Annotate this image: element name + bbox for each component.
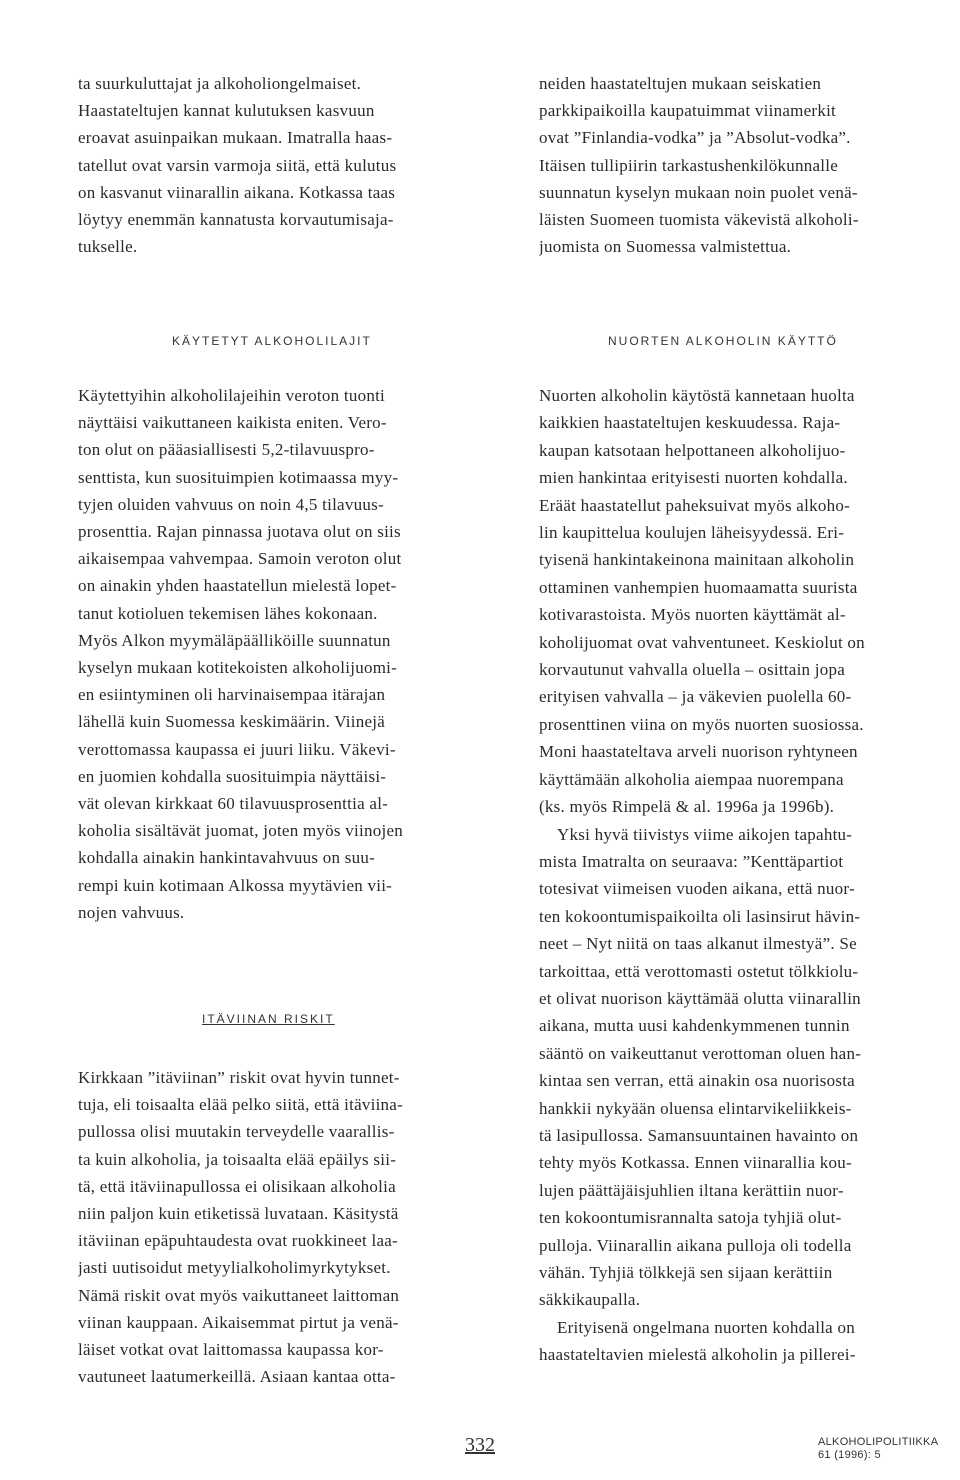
text-line: sääntö on vaikeuttanut verottoman oluen han- — [539, 1043, 862, 1063]
text-line: nojen vahvuus. — [78, 902, 185, 922]
text-line: tukselle. — [78, 237, 138, 257]
text-line: eroavat asuinpaikan mukaan. Imatralla haas- — [78, 128, 393, 148]
text-line: Kirkkaan ”itäviinan” riskit ovat hyvin tunnet- — [78, 1068, 400, 1087]
text-line: käyttämään alkoholia aiempaa nuorempana — [539, 769, 844, 789]
heading-nuorten-alkoholin-kaytto: NUORTEN ALKOHOLIN KÄYTTÖ — [608, 334, 838, 348]
text-line: mista Imatralta on seuraava: ”Kenttäpartiot — [539, 851, 844, 871]
text-line: löytyy enemmän kannatusta korvautumisaja- — [78, 210, 394, 230]
text-line: niin paljon kuin etiketissä luvataan. Käsitystä — [78, 1204, 399, 1224]
text-line: läisten Suomeen tuomista väkevistä alkoholi- — [539, 210, 859, 230]
text-line: läiset votkat ovat laittomassa kaupassa kor- — [78, 1340, 384, 1360]
text-line: Nämä riskit ovat myös vaikuttaneet laittoman — [78, 1285, 400, 1305]
text-line: verottomassa kaupassa ei juuri liiku. Väkevi- — [78, 739, 396, 759]
text-line: ottaminen vanhempien huomaamatta suurista — [539, 577, 858, 597]
text-line: aikaisempaa vahvempaa. Samoin veroton olut — [78, 549, 402, 569]
text-line: (ks. myös Rimpelä & al. 1996a ja 1996b). — [539, 797, 835, 817]
nuorten-section-body — [539, 382, 944, 1369]
text-line: prosenttia. Rajan pinnassa juotava olut on siis — [78, 522, 401, 542]
text-line: Moni haastateltava arveli nuorison ryhtyneen — [539, 742, 858, 762]
text-line: ta suurkuluttajat ja alkoholiongelmaiset. — [78, 74, 362, 93]
journal-name: ALKOHOLIPOLITIIKKA — [818, 1436, 939, 1448]
text-line: viinan kauppaan. Aikaisemmat pirtut ja venä- — [78, 1312, 399, 1332]
text-line: on ainakin yhden haastatellun mielestä lopet- — [78, 576, 397, 596]
text-line: säkkikaupalla. — [539, 1290, 641, 1310]
text-line: koholia sisältävät juomat, joten myös viinojen — [78, 821, 404, 841]
text-line: korvautunut vahvalla oluella – osittain jopa — [539, 660, 846, 680]
text-line: tarkoittaa, että verottomasti ostetut tölkkiolu- — [539, 961, 859, 981]
text-line: tyisenä hankintakeinona mainitaan alkoholin — [539, 550, 855, 570]
text-line: vähän. Tyhjiä tölkkejä sen sijaan kerättiin — [539, 1263, 833, 1282]
heading-kaytetyt-alkoholilajit: KÄYTETYT ALKOHOLILAJIT — [172, 334, 372, 348]
text-line: prosenttinen viina on myös nuorten suosiossa. — [539, 714, 864, 734]
text-line: tanut kotioluen tekemisen lähes kokonaan. — [78, 603, 378, 623]
text-line: kohdalla ainakin hankintavahvuus on suu- — [78, 848, 376, 868]
text-line: juomista on Suomessa valmistettua. — [539, 237, 792, 257]
text-line: et olivat nuorison käyttämää olutta viinarallin — [539, 988, 861, 1008]
text-line: kyselyn mukaan kotitekoisten alkoholijuomi- — [78, 658, 398, 678]
kaytetyt-section-body — [78, 382, 483, 926]
text-line: lin kaupittelua koulujen läheisyydessä. Eri- — [539, 523, 845, 543]
text-line: näyttäisi vaikuttaneen kaikista eniten. Vero- — [78, 413, 387, 433]
text-line: en juomien kohdalla suosituimpia näyttäisi- — [78, 766, 387, 786]
text-line: tyjen oluiden vahvuus on noin 4,5 tilavuus- — [78, 494, 384, 514]
text-line: Itäisen tullipiirin tarkastushenkilökunnalle — [539, 155, 838, 175]
text-line: kaikkien haastateltujen keskuudessa. Raja- — [539, 413, 841, 433]
text-line: kintaa sen verran, että ainakin osa nuorisosta — [539, 1071, 855, 1091]
text-line: vautuneet laatumerkeillä. Asiaan kantaa otta- — [78, 1367, 396, 1387]
text-line: totesivat viimeisen vuoden aikana, että nuor- — [539, 879, 855, 899]
text-line: suunnatun kyselyn mukaan noin puolet venä- — [539, 182, 858, 202]
text-line: tä lasipullossa. Samansuuntainen havainto on — [539, 1125, 859, 1145]
text-line: aikana, mutta uusi kahdenkymmenen tunnin — [539, 1016, 850, 1036]
text-line: neet – Nyt niitä on taas alkanut ilmestyä”. Se — [539, 934, 857, 954]
text-line: Nuorten alkoholin käytöstä kannetaan huolta — [539, 386, 855, 405]
text-line: tuja, eli toisaalta elää pelko siitä, että itäviina- — [78, 1095, 404, 1115]
text-line: lujen päättäjäisjuhlien iltana kerättiin nuor- — [539, 1180, 844, 1200]
text-line: Käytettyihin alkoholilajeihin veroton tuonti — [78, 386, 386, 405]
text-line: parkkipaikoilla kaupatuimmat viinamerkit — [539, 101, 837, 121]
text-line: jasti uutisoidut metyylialkoholimyrkytykset. — [78, 1258, 391, 1278]
text-line: senttista, kun suosituimpien kotimaassa myy- — [78, 467, 399, 487]
text-line: pullossa olisi muutakin terveydelle vaarallis- — [78, 1122, 395, 1142]
text-line: ovat ”Finlandia-vodka” ja ”Absolut-vodka”. — [539, 128, 851, 148]
text-line: rempi kuin kotimaan Alkossa myytävien vii- — [78, 875, 393, 895]
text-line: lähellä kuin Suomessa keskimäärin. Viinejä — [78, 712, 386, 732]
text-line: vät olevan kirkkaat 60 tilavuusprosenttia al- — [78, 794, 389, 814]
right-top-paragraph — [539, 70, 944, 260]
text-line: ten kokoontumispaikoilta oli lasinsirut hävin- — [539, 906, 861, 926]
text-line: haastateltavien mielestä alkoholin ja pillerei- — [539, 1345, 856, 1365]
text-line: hankkii nykyään oluensa elintarvikeliikkeis- — [539, 1098, 852, 1118]
page-number: 332 — [465, 1434, 495, 1456]
text-line: tatellut ovat varsin varmoja siitä, että kulutus — [78, 155, 397, 175]
text-line: Eräät haastatellut paheksuivat myös alkoho- — [539, 495, 850, 515]
text-line: Myös Alkon myymäläpäälliköille suunnatun — [78, 630, 391, 650]
text-line: ton olut on pääasiallisesti 5,2-tilavuuspro- — [78, 440, 375, 460]
text-line: Haastateltujen kannat kulutuksen kasvuun — [78, 101, 375, 121]
heading-itaviinan-riskit: ITÄVIINAN RISKIT — [202, 1012, 335, 1026]
text-line: tehty myös Kotkassa. Ennen viinarallia kou- — [539, 1153, 852, 1173]
text-line: on kasvanut viinarallin aikana. Kotkassa taas — [78, 182, 396, 202]
text-line: neiden haastateltujen mukaan seiskatien — [539, 74, 822, 93]
text-line: en esiintyminen oli harvinaisempaa itärajan — [78, 685, 386, 705]
journal-reference — [818, 1436, 938, 1462]
text-line: ta kuin alkoholia, ja toisaalta elää epäilys sii- — [78, 1149, 397, 1169]
text-line: tä, että itäviinapullossa ei olisikaan alkoholia — [78, 1176, 396, 1196]
text-line: Yksi hyvä tiivistys viime aikojen tapahtu- — [557, 824, 853, 844]
text-line: erityisen vahvalla – ja väkevien puolella 60- — [539, 687, 852, 707]
text-line: pulloja. Viinarallin aikana pulloja oli todella — [539, 1235, 852, 1255]
left-top-paragraph — [78, 70, 483, 260]
text-line: ten kokoontumisrannalta satoja tyhjiä olut- — [539, 1208, 842, 1228]
text-line: Erityisenä ongelmana nuorten kohdalla on — [557, 1317, 855, 1337]
text-line: itäviinan epäpuhtaudesta ovat ruokkineet laa- — [78, 1231, 398, 1251]
text-line: kotivarastoista. Myös nuorten käyttämät al- — [539, 605, 846, 625]
itaviinan-section-body — [78, 1064, 483, 1390]
text-line: kaupan katsotaan helpottaneen alkoholijuo- — [539, 440, 846, 460]
text-line: koholijuomat ovat vahventuneet. Keskiolut on — [539, 632, 865, 652]
text-line: mien hankintaa erityisesti nuorten kohdalla. — [539, 468, 848, 488]
journal-issue: 61 (1996): 5 — [818, 1449, 881, 1461]
